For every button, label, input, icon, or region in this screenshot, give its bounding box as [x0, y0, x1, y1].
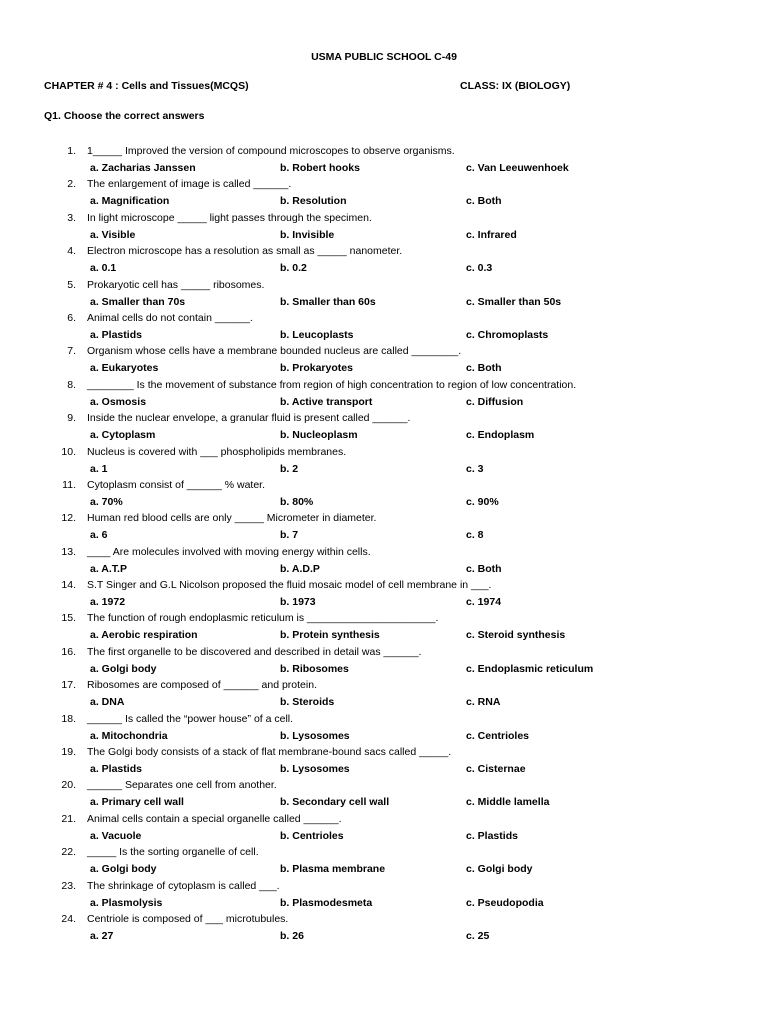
option-b: b. Prokaryotes [280, 362, 353, 375]
class-label: CLASS: IX (BIOLOGY) [460, 80, 571, 92]
option-b: b. Invisible [280, 228, 335, 241]
options-line [0, 195, 768, 211]
question-number: 6. [67, 311, 76, 324]
option-a: a. 1972 [90, 596, 126, 609]
question-number: 20. [61, 779, 76, 792]
option-c: c. 8 [466, 529, 484, 542]
options-line [0, 296, 768, 312]
option-c: c. Endoplasmic reticulum [466, 662, 594, 675]
question-item [0, 713, 768, 746]
question-item [0, 379, 768, 412]
question-text: Human red blood cells are only _____ Micrometer in diameter. [87, 512, 377, 525]
option-b: b. Leucoplasts [280, 328, 354, 341]
question-text: Cytoplasm consist of ______ % water. [87, 478, 266, 491]
option-c: c. 25 [466, 929, 490, 942]
options-line [0, 229, 768, 245]
question-text: ____ Are molecules involved with moving energy within cells. [87, 545, 371, 558]
question-number: 19. [61, 746, 76, 759]
option-c: c. Plastids [466, 829, 518, 842]
school-title: USMA PUBLIC SCHOOL C-49 [311, 51, 457, 63]
question-item [0, 846, 768, 879]
option-b: b. Centrioles [280, 829, 344, 842]
option-a: a. A.T.P [90, 562, 127, 575]
options-line [0, 863, 768, 879]
option-a: a. Plasmolysis [90, 896, 163, 909]
option-b: b. Smaller than 60s [280, 295, 376, 308]
question-text: Ribosomes are composed of ______ and protein. [87, 679, 317, 692]
question-item [0, 345, 768, 378]
question-number: 14. [61, 579, 76, 592]
question-number: 3. [67, 211, 76, 224]
question-item [0, 646, 768, 679]
option-b: b. 26 [280, 929, 304, 942]
option-b: b. Plasmodesmeta [280, 896, 373, 909]
question-number: 9. [67, 412, 76, 425]
option-a: a. 6 [90, 529, 108, 542]
options-line [0, 629, 768, 645]
question-text: Animal cells contain a special organelle called ______. [87, 812, 342, 825]
option-c: c. Diffusion [466, 395, 524, 408]
option-c: c. Steroid synthesis [466, 629, 566, 642]
option-b: b. Steroids [280, 696, 335, 709]
option-c: c. Infrared [466, 228, 517, 241]
question-item [0, 913, 768, 946]
options-line [0, 563, 768, 579]
question-number: 16. [61, 645, 76, 658]
option-a: a. Aerobic respiration [90, 629, 198, 642]
option-a: a. 1 [90, 462, 108, 475]
question-number: 10. [61, 445, 76, 458]
question-text: _____ Is the sorting organelle of cell. [87, 846, 259, 859]
options-line [0, 329, 768, 345]
option-c: c. 3 [466, 462, 484, 475]
option-a: a. Osmosis [90, 395, 147, 408]
options-line [0, 763, 768, 779]
options-line [0, 830, 768, 846]
question-number: 21. [61, 812, 76, 825]
option-c: c. 90% [466, 495, 499, 508]
question-text: The Golgi body consists of a stack of flat membrane-bound sacs called _____. [87, 746, 452, 759]
question-text: 1_____ Improved the version of compound microscopes to observe organisms. [87, 145, 455, 157]
question-number: 17. [61, 679, 76, 692]
question-item [0, 212, 768, 245]
option-b: b. Plasma membrane [280, 863, 386, 876]
option-b: b. 7 [280, 529, 299, 542]
option-b: b. Nucleoplasm [280, 429, 358, 442]
option-a: a. Eukaryotes [90, 362, 159, 375]
question-text: ________ Is the movement of substance from region of high concentration to region of low concentration. [87, 378, 577, 391]
question-number: 11. [62, 478, 76, 491]
instruction-heading: Q1. Choose the correct answers [44, 110, 205, 122]
options-line [0, 396, 768, 412]
option-a: a. Plastids [90, 763, 142, 776]
question-item [0, 512, 768, 545]
option-b: b. Ribosomes [280, 662, 349, 675]
question-item [0, 813, 768, 846]
question-item [0, 612, 768, 645]
option-a: a. Plastids [90, 328, 142, 341]
question-item [0, 312, 768, 345]
question-text: In light microscope _____ light passes through the specimen. [87, 211, 372, 224]
options-line [0, 496, 768, 512]
question-number: 24. [61, 912, 76, 925]
question-item [0, 245, 768, 278]
option-a: a. Golgi body [90, 662, 157, 675]
option-b: b. Lysosomes [280, 729, 350, 742]
option-c: c. Both [466, 195, 502, 208]
option-c: c. Endoplasm [466, 429, 535, 442]
option-a: a. Mitochondria [90, 729, 168, 742]
option-c: c. Cisternae [466, 763, 526, 776]
options-line [0, 730, 768, 746]
question-item [0, 446, 768, 479]
option-b: b. Active transport [280, 395, 373, 408]
option-c: c. Golgi body [466, 863, 533, 876]
option-a: a. Smaller than 70s [90, 295, 186, 308]
question-item [0, 746, 768, 779]
options-line [0, 796, 768, 812]
option-a: a. DNA [90, 696, 125, 709]
question-text: Centriole is composed of ___ microtubules. [87, 912, 289, 925]
option-b: b. 2 [280, 462, 299, 475]
question-text: The enlargement of image is called ______. [87, 178, 292, 191]
question-text: The shrinkage of cytoplasm is called ___. [87, 879, 280, 892]
question-item [0, 145, 768, 178]
question-number: 23. [61, 879, 76, 892]
option-a: a. 70% [90, 495, 123, 508]
question-text: The function of rough endoplasmic reticulum is ______________________. [87, 612, 439, 625]
question-text: Prokaryotic cell has _____ ribosomes. [87, 278, 265, 291]
option-c: c. Van Leeuwenhoek [466, 162, 569, 174]
question-text: S.T Singer and G.L Nicolson proposed the fluid mosaic model of cell membrane in ___. [87, 579, 492, 592]
question-text: The first organelle to be discovered and described in detail was ______. [87, 645, 422, 658]
option-a: a. Cytoplasm [90, 429, 156, 442]
question-item [0, 779, 768, 812]
options-line [0, 162, 768, 178]
option-a: a. Visible [90, 228, 136, 241]
question-list [0, 145, 768, 946]
question-item [0, 412, 768, 445]
question-number: 12. [61, 512, 76, 525]
question-item [0, 679, 768, 712]
option-c: c. RNA [466, 696, 501, 709]
options-line [0, 930, 768, 946]
question-number: 18. [61, 712, 76, 725]
option-c: c. Both [466, 562, 502, 575]
question-text: Inside the nuclear envelope, a granular fluid is present called ______. [87, 412, 411, 425]
question-item [0, 279, 768, 312]
option-a: a. Golgi body [90, 863, 157, 876]
option-b: b. Robert hooks [280, 162, 360, 174]
chapter-title: CHAPTER # 4 : Cells and Tissues(MCQS) [44, 80, 249, 92]
options-line [0, 463, 768, 479]
options-line [0, 897, 768, 913]
question-number: 13. [61, 545, 76, 558]
question-text: Nucleus is covered with ___ phospholipids membranes. [87, 445, 347, 458]
question-number: 22. [61, 846, 76, 859]
option-b: b. 0.2 [280, 262, 307, 275]
option-b: b. 1973 [280, 596, 316, 609]
question-item [0, 546, 768, 579]
option-b: b. Secondary cell wall [280, 796, 390, 809]
question-item [0, 579, 768, 612]
option-c: c. Centrioles [466, 729, 530, 742]
options-line [0, 429, 768, 445]
question-item [0, 479, 768, 512]
option-c: c. Pseudopodia [466, 896, 544, 909]
options-line [0, 362, 768, 378]
options-line [0, 596, 768, 612]
question-item [0, 880, 768, 913]
option-a: a. Vacuole [90, 829, 142, 842]
option-c: c. 1974 [466, 596, 502, 609]
question-number: 15. [61, 612, 76, 625]
option-a: a. 27 [90, 929, 114, 942]
options-line [0, 663, 768, 679]
option-a: a. Magnification [90, 195, 170, 208]
question-number: 8. [67, 378, 76, 391]
option-c: c. Chromoplasts [466, 328, 549, 341]
option-c: c. Both [466, 362, 502, 375]
option-c: c. 0.3 [466, 262, 493, 275]
option-b: b. Resolution [280, 195, 347, 208]
option-b: b. 80% [280, 495, 314, 508]
question-number: 2. [67, 178, 76, 191]
question-number: 7. [67, 345, 76, 358]
option-a: a. 0.1 [90, 262, 117, 275]
question-number: 5. [67, 278, 76, 291]
question-text: Organism whose cells have a membrane bounded nucleus are called ________. [87, 345, 462, 358]
question-number: 4. [67, 245, 76, 258]
question-text: ______ Is called the “power house” of a cell. [87, 712, 294, 725]
option-c: c. Middle lamella [466, 796, 550, 809]
question-text: ______ Separates one cell from another. [87, 779, 277, 792]
option-b: b. Protein synthesis [280, 629, 380, 642]
option-b: b. Lysosomes [280, 763, 350, 776]
option-a: a. Primary cell wall [90, 796, 184, 809]
options-line [0, 262, 768, 278]
question-text: Animal cells do not contain ______. [87, 311, 253, 324]
option-c: c. Smaller than 50s [466, 295, 562, 308]
question-item [0, 178, 768, 211]
option-a: a. Zacharias Janssen [90, 162, 196, 174]
options-line [0, 529, 768, 545]
question-number: 1. [67, 145, 76, 157]
question-text: Electron microscope has a resolution as small as _____ nanometer. [87, 245, 403, 258]
options-line [0, 696, 768, 712]
option-b: b. A.D.P [280, 562, 320, 575]
